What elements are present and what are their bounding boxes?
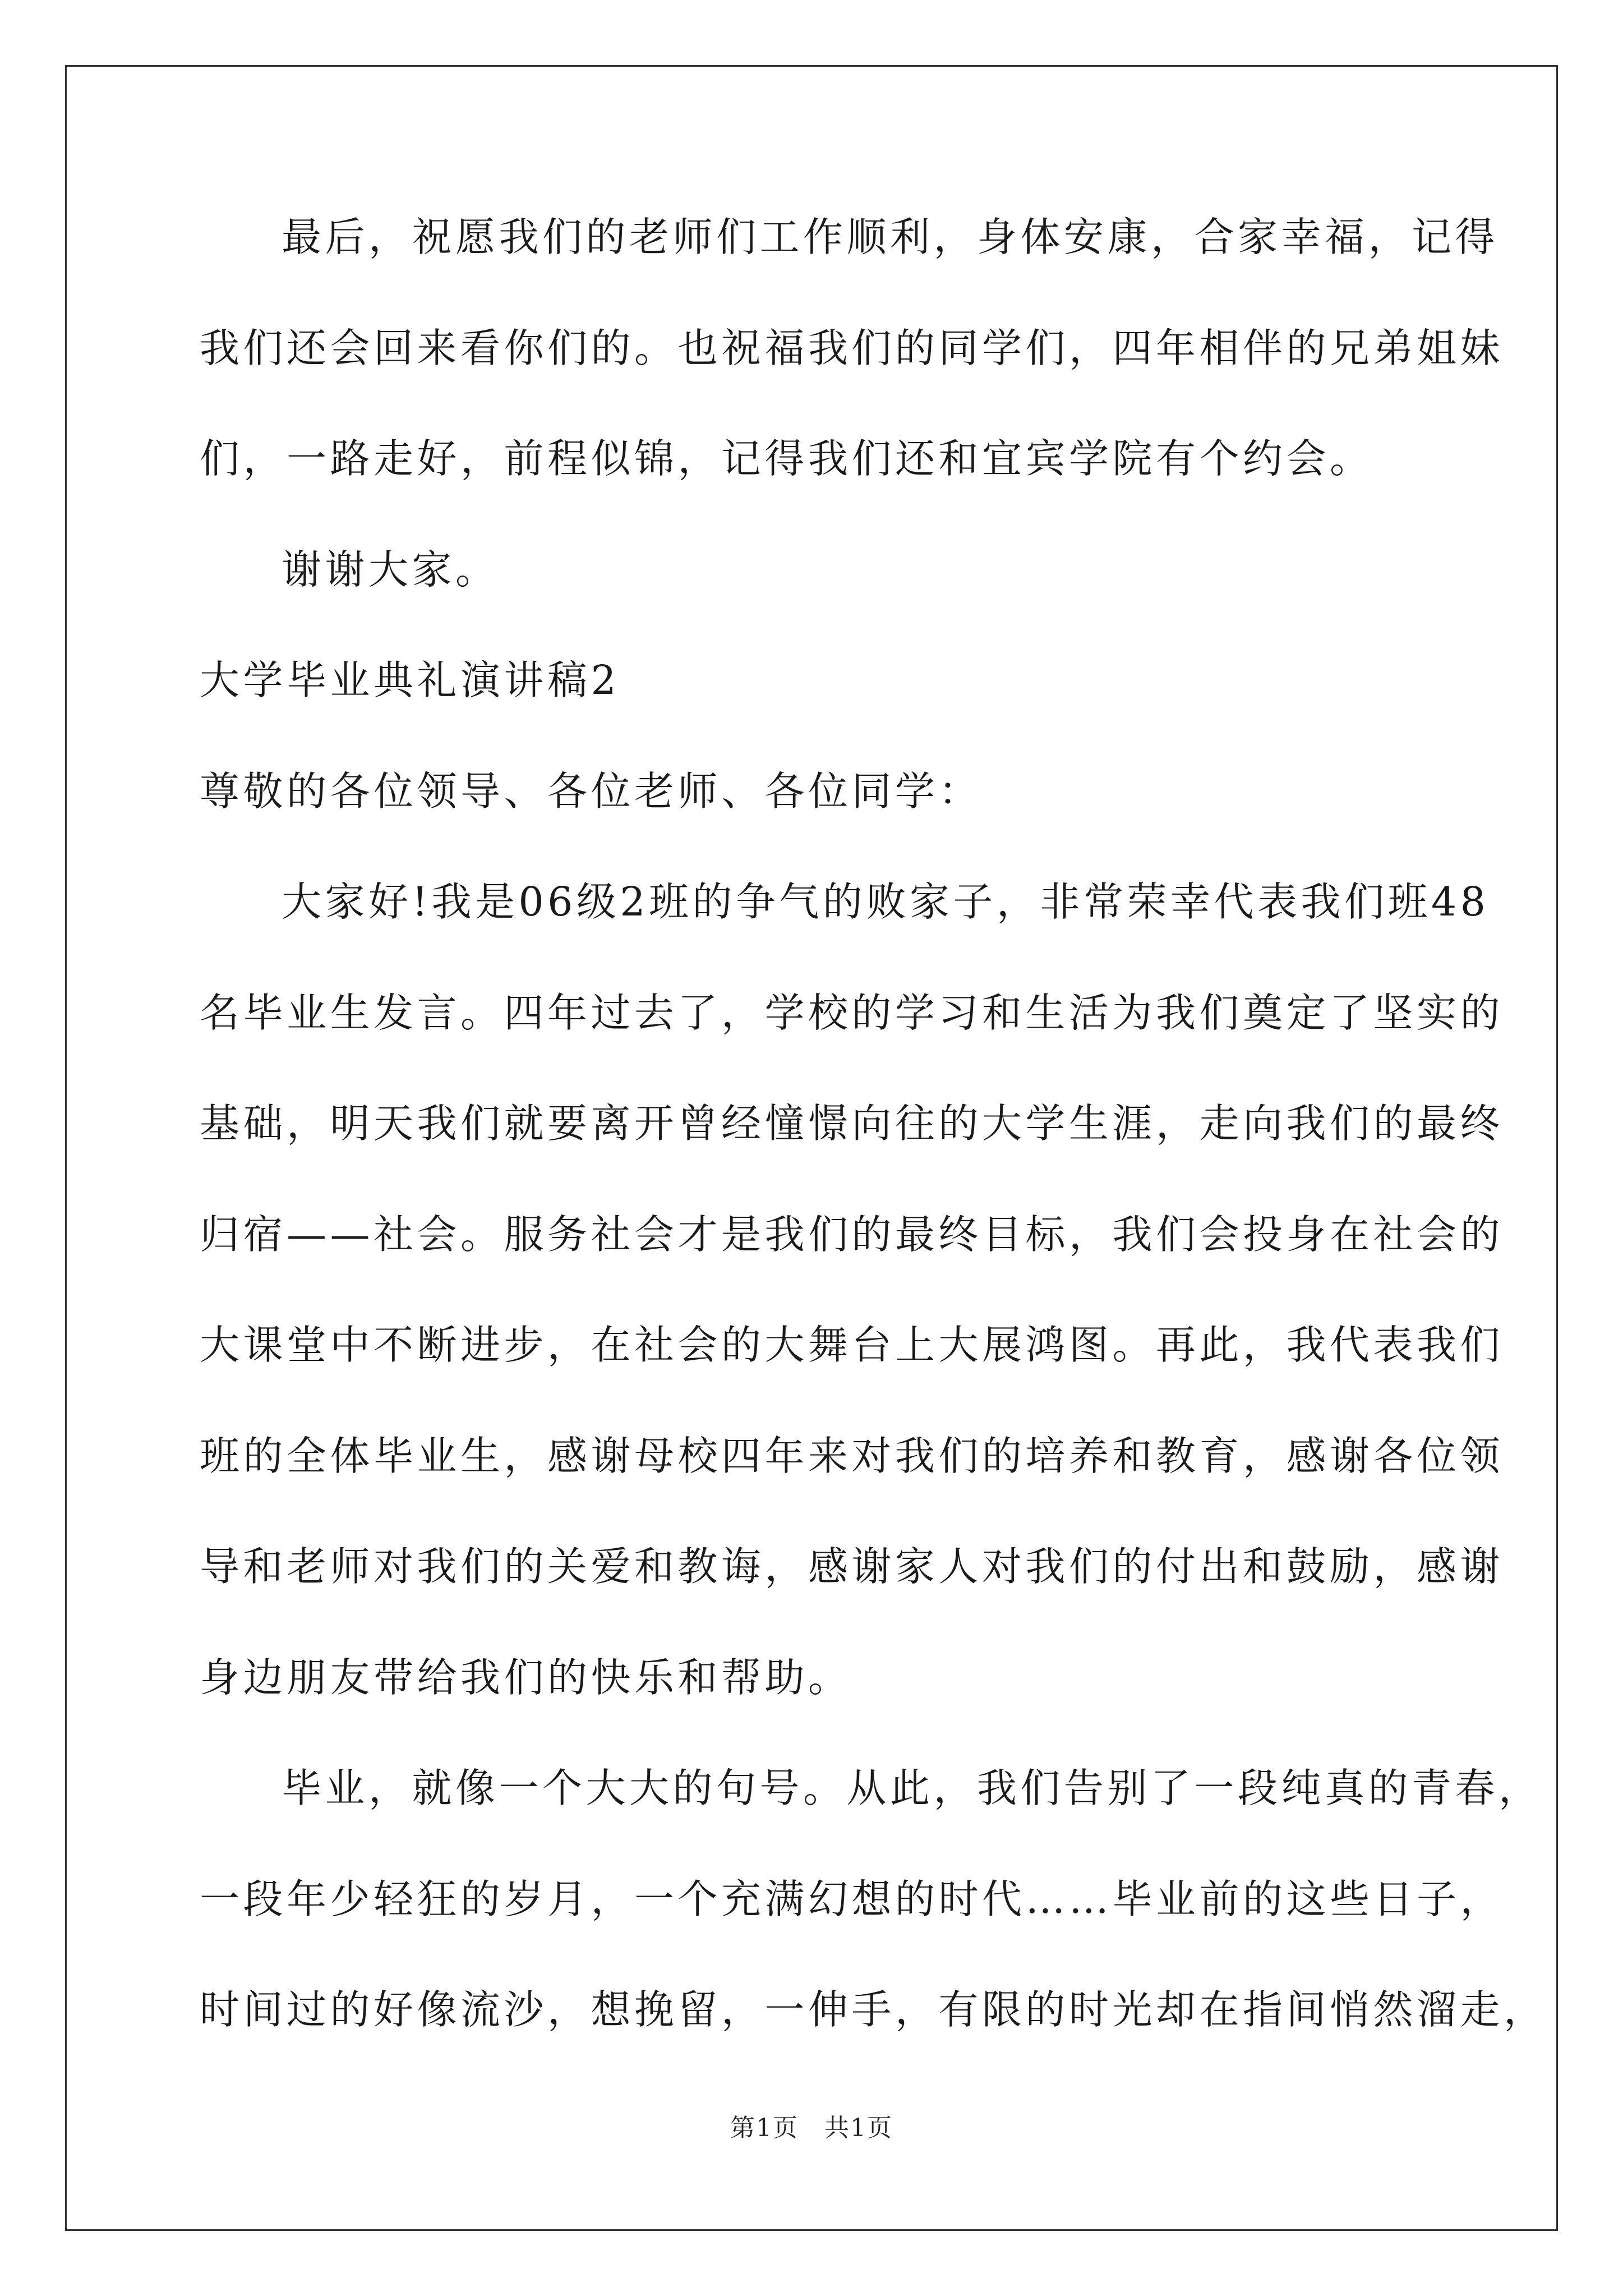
text-line: 名毕业生发言。四年过去了，学校的学习和生活为我们奠定了坚实的 <box>200 989 1504 1036</box>
page-footer: 第1页 共1页 <box>730 2114 893 2142</box>
text-line: 一段年少轻狂的岁月，一个充满幻想的时代……毕业前的这些日子， <box>200 1875 1504 1922</box>
text-line: 导和老师对我们的关爱和教诲，感谢家人对我们的付出和鼓励，感谢 <box>200 1543 1504 1590</box>
text-line: 毕业，就像一个大大的句号。从此，我们告别了一段纯真的青春， <box>282 1765 1542 1811</box>
text-line: 大课堂中不断进步，在社会的大舞台上大展鸿图。再此，我代表我们 <box>200 1322 1504 1368</box>
section-title: 大学毕业典礼演讲稿2 <box>200 657 620 703</box>
text-line: 们，一路走好，前程似锦，记得我们还和宜宾学院有个约会。 <box>200 435 1373 482</box>
text-line: 谢谢大家。 <box>282 546 499 593</box>
text-line: 我们还会回来看你们的。也祝福我们的同学们，四年相伴的兄弟姐妹 <box>200 324 1504 371</box>
text-line: 归宿——社会。服务社会才是我们的最终目标，我们会投身在社会的 <box>200 1211 1504 1258</box>
text-line: 大家好!我是06级2班的争气的败家子，非常荣幸代表我们班48 <box>282 878 1490 925</box>
salutation: 尊敬的各位领导、各位老师、各位同学： <box>200 767 983 815</box>
text-line: 最后，祝愿我们的老师们工作顺利，身体安康，合家幸福，记得 <box>282 214 1499 260</box>
text-line: 身边朋友带给我们的快乐和帮助。 <box>200 1654 852 1701</box>
text-line: 时间过的好像流沙，想挽留，一伸手，有限的时光却在指间悄然溜走， <box>200 1986 1547 2033</box>
text-line: 基础，明天我们就要离开曾经憧憬向往的大学生涯，走向我们的最终 <box>200 1100 1504 1147</box>
document-body <box>200 214 1547 2101</box>
text-line: 班的全体毕业生，感谢母校四年来对我们的培养和教育，感谢各位领 <box>200 1432 1504 1479</box>
